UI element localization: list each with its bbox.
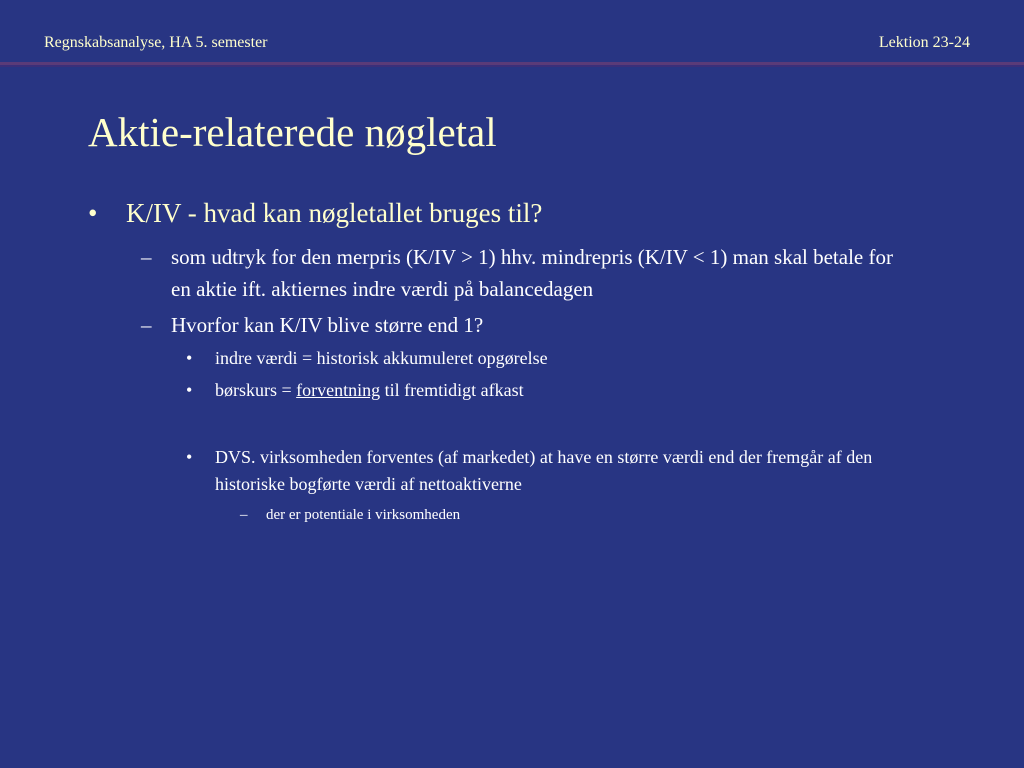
text-segment: børskurs = (215, 380, 297, 400)
bullet-level4-potential (240, 504, 460, 526)
bullet-text: som udtryk for den merpris (K/IV > 1) hhv. mindrepris (K/IV < 1) man skal betale for en aktie ift. aktiernes indre værdi på balancedagen (171, 245, 893, 301)
bullet-text: der er potentiale i virksomheden (266, 507, 461, 523)
text-segment: til fremtidigt afkast (380, 380, 524, 400)
course-name: Regnskabsanalyse, HA 5. semester (44, 34, 268, 51)
bullet-level2-question (141, 309, 911, 341)
bullet-marker: • (88, 198, 98, 228)
bullet-level2-purpose (141, 241, 911, 305)
bullet-level3-stock-price (186, 377, 906, 404)
lecture-number: Lektion 23-24 (878, 34, 970, 51)
dash-marker: – (240, 507, 248, 523)
bullet-level3-conclusion (186, 444, 906, 498)
bullet-marker: • (186, 348, 193, 368)
header-divider-shadow (0, 65, 1024, 67)
bullet-text: Hvorfor kan K/IV blive større end 1? (171, 313, 484, 337)
slide-title: Aktie-relaterede nøgletal (88, 109, 497, 155)
bullet-marker: • (186, 447, 193, 467)
bullet-text: K/IV - hvad kan nøgletallet bruges til? (126, 198, 543, 228)
bullet-marker: • (186, 380, 193, 400)
dash-marker: – (141, 245, 152, 269)
bullet-text: DVS. virksomheden forventes (af markedet) at have en større værdi end der fremgår af den historiske bogførte værdi af nettoaktiverne (215, 447, 873, 494)
bullet-text (215, 377, 906, 404)
underlined-term: forventning (296, 380, 381, 400)
dash-marker: – (141, 313, 152, 337)
bullet-text: indre værdi = historisk akkumuleret opgørelse (215, 348, 548, 368)
bullet-level3-intrinsic-value (186, 345, 906, 372)
